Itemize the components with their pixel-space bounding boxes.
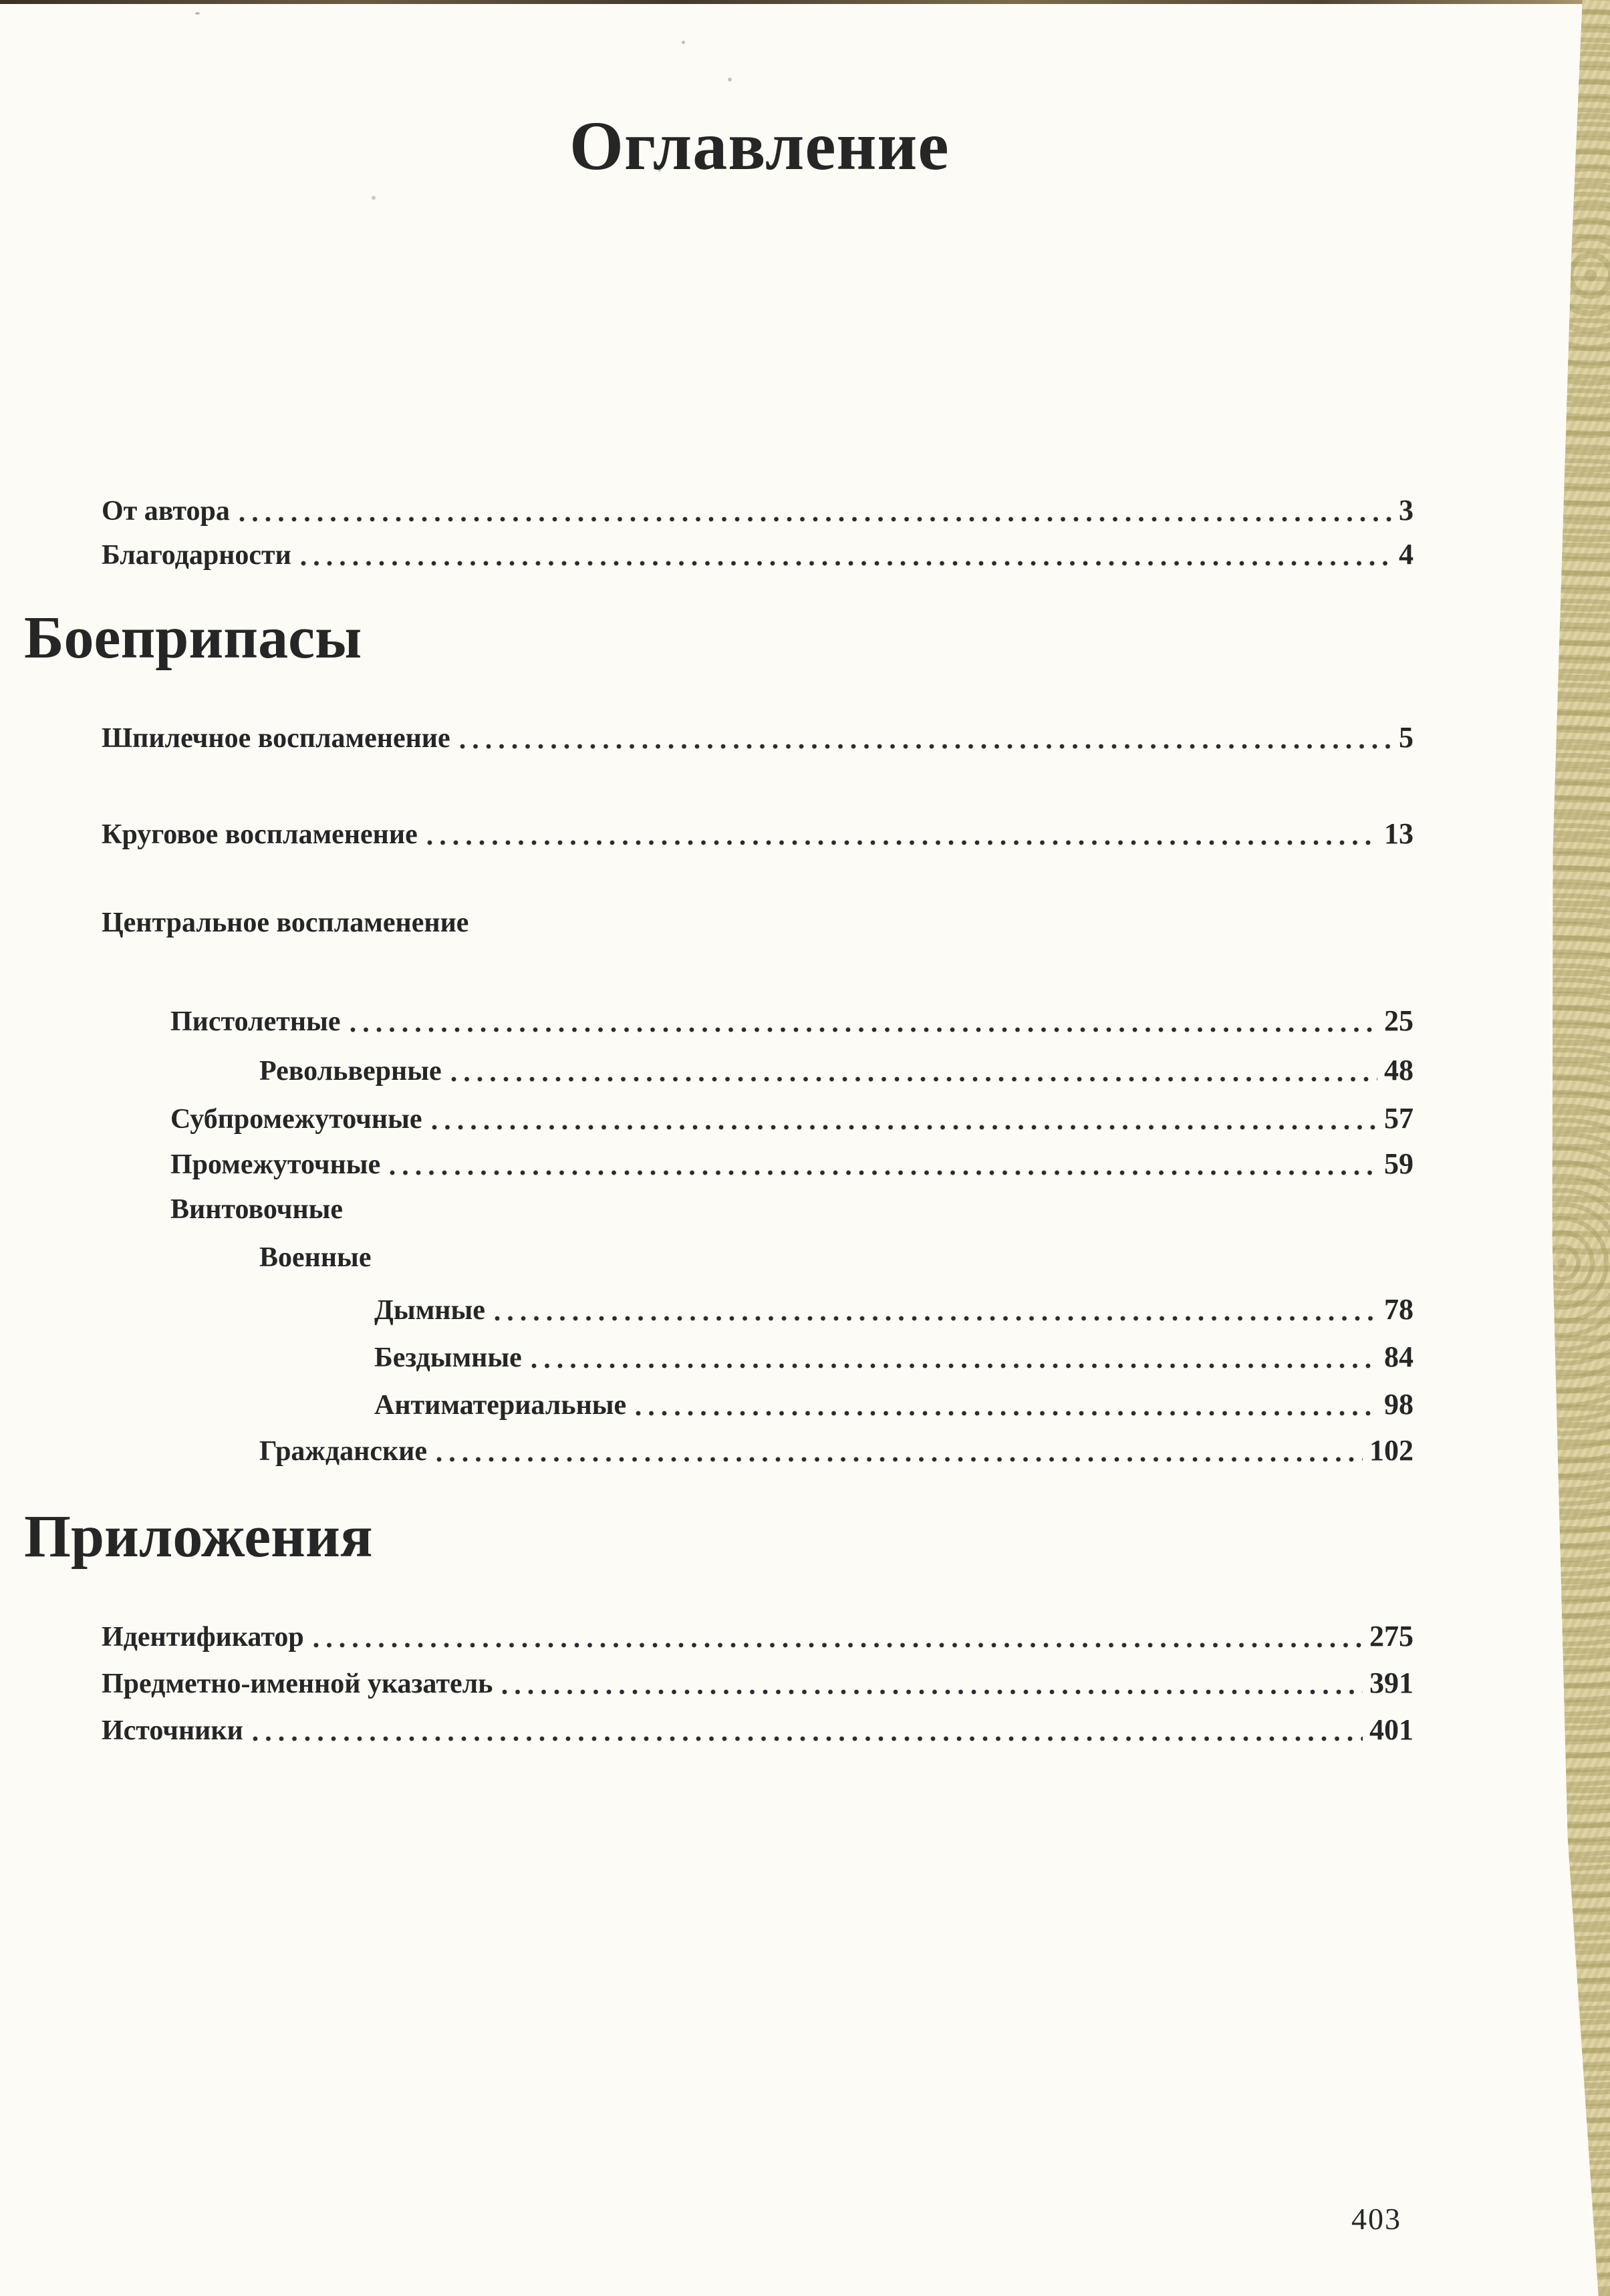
toc-entry-label: Предметно-именной указатель [102, 1668, 493, 1699]
book-cover-edge [1546, 0, 1610, 2296]
page-title: Оглавление [569, 108, 950, 184]
toc-entry [374, 1386, 1414, 1423]
toc-entry-label: Бездымные [374, 1342, 522, 1373]
toc-entry-label: Револьверные [259, 1055, 442, 1087]
toc-entry-page: 13 [1384, 817, 1414, 850]
toc-entry-page: 5 [1399, 721, 1414, 754]
toc-entry-label: Благодарности [102, 539, 291, 571]
dot-leader [495, 1300, 1377, 1328]
dust-speck [195, 12, 200, 15]
dust-speck [682, 41, 685, 44]
toc-entry-label: Идентификатор [102, 1621, 304, 1653]
toc-entry-page: 59 [1384, 1147, 1414, 1180]
dot-leader [301, 545, 1392, 573]
toc-entry-page: 3 [1399, 494, 1414, 527]
toc-entry-label: Пистолетные [170, 1006, 341, 1037]
dot-leader [432, 1109, 1377, 1137]
toc-entry [102, 1711, 1414, 1748]
dot-leader [531, 1347, 1377, 1375]
section-heading: Приложения [24, 1503, 373, 1570]
dot-leader [636, 1395, 1377, 1423]
toc-entry-label: Антиматериальные [374, 1389, 627, 1421]
dot-leader [436, 1441, 1363, 1469]
dot-leader [313, 1626, 1363, 1655]
dot-leader [253, 1720, 1363, 1748]
scan-top-edge [0, 0, 1610, 4]
dot-leader [427, 824, 1377, 852]
toc-entry [102, 815, 1414, 852]
toc-entry-page: 4 [1399, 538, 1414, 571]
toc-entry-page: 48 [1384, 1054, 1414, 1087]
toc-entry [259, 1240, 1414, 1276]
toc-entry-page: 102 [1369, 1434, 1414, 1467]
toc-entry-page: 25 [1384, 1004, 1414, 1037]
toc-entry [102, 1618, 1414, 1655]
dot-leader [350, 1011, 1377, 1039]
toc-entry-label: Субпромежуточные [170, 1103, 422, 1135]
toc-entry [102, 719, 1414, 756]
toc-entry [102, 492, 1414, 529]
toc-entry-page: 98 [1384, 1388, 1414, 1421]
dust-speck [372, 196, 376, 200]
toc-entry [259, 1432, 1414, 1469]
dot-leader [239, 500, 1392, 529]
toc-entry [170, 1145, 1414, 1182]
toc-entry-label: Военные [259, 1242, 372, 1273]
toc-entry [102, 905, 1414, 941]
toc-entry-page: 57 [1384, 1102, 1414, 1135]
section-heading: Боеприпасы [24, 605, 362, 671]
toc-entry-page: 275 [1369, 1620, 1414, 1653]
toc-entry-page: 84 [1384, 1340, 1414, 1373]
toc-entry [170, 1100, 1414, 1137]
toc-entry-label: Дымные [374, 1294, 485, 1326]
toc-entry-label: Промежуточные [170, 1149, 381, 1180]
toc-entry-label: Источники [102, 1715, 243, 1746]
toc-entry-label: Гражданские [259, 1435, 428, 1467]
toc-entry-label: Центральное воспламенение [102, 907, 469, 938]
dot-leader [460, 728, 1392, 756]
toc-entry-page: 78 [1384, 1293, 1414, 1326]
toc-entry [259, 1052, 1414, 1089]
toc-entry [170, 1002, 1414, 1039]
toc-entry-label: Винтовочные [170, 1194, 344, 1225]
toc-entry-label: Шпилечное воспламенение [102, 722, 450, 754]
toc-entry-label: От автора [102, 495, 230, 527]
toc-entry [374, 1338, 1414, 1375]
toc-entry [374, 1291, 1414, 1328]
dot-leader [502, 1673, 1363, 1701]
folio-page-number: 403 [1351, 2202, 1401, 2236]
toc-entry [170, 1192, 1414, 1228]
toc-entry-page: 401 [1369, 1713, 1414, 1746]
dust-speck [728, 78, 732, 82]
dot-leader [451, 1060, 1377, 1089]
dot-leader [390, 1154, 1377, 1182]
toc-entry [102, 536, 1414, 573]
toc-entry-label: Круговое воспламенение [102, 819, 418, 850]
toc-entry [102, 1665, 1414, 1701]
toc-entry-page: 391 [1369, 1667, 1414, 1699]
